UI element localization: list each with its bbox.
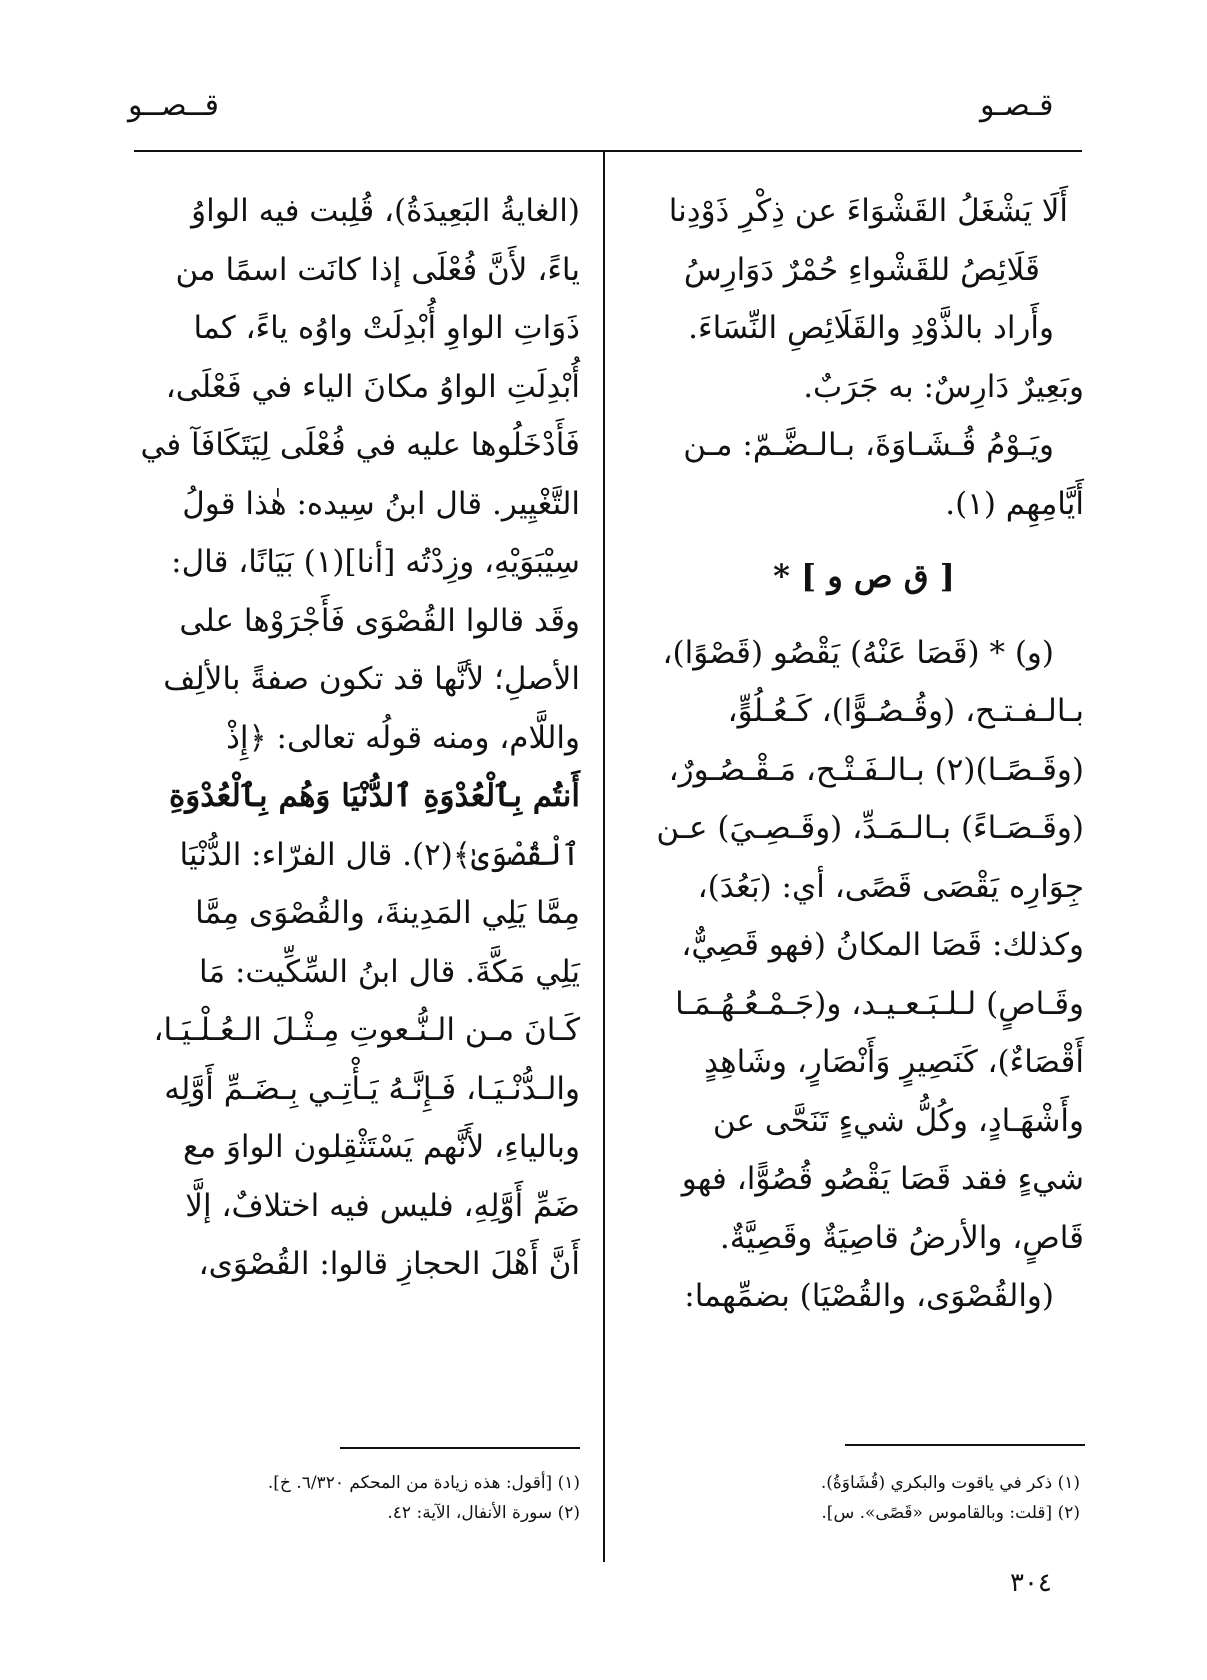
text-line: واللَّام، ومنه قولُه تعالى: ﴿إِذْ [226,719,580,756]
text-line: بـالـفـتـح، (وقُـصُـوًّا)، كَـعُـلُوٍّ، [727,693,1084,729]
verse-line: قَلَائِصُ للقَشْواءِ حُمْرٌ دَوَارِسُ [683,251,1040,288]
root-heading: [ ق ص و ] * [773,557,955,595]
column-divider [603,152,605,1562]
text-line: ويَـوْمُ قُـشَـاوَةَ، بـالـضَّـمّ: مـن [683,427,1054,463]
text-line: وقَد قالوا القُصْوَى فَأَجْرَوْها على [179,602,580,639]
text-line: (وقَـصَـاءً) بـالـمَـدِّ، (وقَـصِـيَ) عـن [656,810,1084,846]
text-line: وبَعِيرٌ دَارِسٌ: به جَرَبٌ. [803,368,1084,405]
text-line: فَأَدْخَلُوها عليه في فُعْلَى لِيَتَكَافَآ في [140,427,580,463]
text-line: (والقُصْوَى، والقُصْيَا) بضمِّهما: [684,1278,1054,1314]
footnote-rule-right [845,1444,1085,1446]
running-header-left: قــصــو [128,88,220,123]
text-line: أَنَّ أَهْلَ الحجازِ قالوا: القُصْوَى، [198,1246,580,1282]
footnote: (١) [أقول: هذه زيادة من المحكم ٦/٣٢٠. خ]. [267,1473,580,1493]
text-line: الأصلِ؛ لأنَّها قد تكون صفةً بالألِف [163,661,580,697]
right-column [644,182,1084,1326]
text-line: (وقَـصًـا)(٢) بـالـفَـتْـح، مَـقْـصُـورٌ، [668,751,1084,788]
text-line: شيءٍ فقد قَصَا يَقْصُو قُصُوًّا، فهو [681,1161,1084,1197]
running-header-right: قـصـو [980,88,1054,123]
text-line: جِوَارِه يَقْصَى قَصًى، أي: (بَعُدَ)، [697,868,1084,905]
footnotes-right [640,1468,1080,1528]
text-line: والـدُّنْـيَـا، فَـإِنَّـهُ يَـأْتِـي بِـضَـمِّ أَوَّلِه [164,1070,580,1107]
footnote: (١) ذكر في ياقوت والبكري (قُشَاوَةُ). [820,1473,1080,1493]
text-line: كَـانَ مـن الـنُّـعوتِ مِـثْـلَ الـعُـلْـيَـا، [153,1012,580,1048]
footnote: (٢) سورة الأنفال، الآية: ٤٢. [387,1503,580,1523]
text-line: (الغايةُ البَعِيدَةُ)، قُلِبت فيه الواوُ [191,193,580,229]
header-rule [134,150,1082,152]
quran-verse-line: ٱلْقُصْوَىٰ﴾(٢). قال الفرّاء: الدُّنْيَا [179,836,580,873]
text-line: (و) * (قَصَا عَنْهُ) يَقْصُو (قَصْوًا)، [662,634,1054,671]
text-line: وأَراد بالذَّوْدِ والقَلَائِصِ النِّسَاءَ. [688,310,1054,346]
footnote: (٢) [قلت: وبالقاموس «قَصًى». س]. [821,1503,1080,1523]
text-line: ياءً، لأَنَّ فُعْلَى إذا كانَت اسمًا من [175,251,580,288]
text-line: ضَمِّ أَوَّلِهِ، فليس فيه اختلافٌ، إلَّا [185,1187,580,1224]
text-line: وأَشْهَـادٍ، وكُلُّ شيءٍ تَنَحَّى عن [712,1102,1084,1139]
footnote-rule-left [340,1447,580,1449]
text-line: مِمَّا يَلِي المَدِينةَ، والقُصْوَى مِمَّا [195,895,580,931]
text-line: قَاصٍ، والأرضُ قاصِيَةٌ وقَصِيَّةٌ. [719,1219,1084,1256]
page-number: ٣٠٤ [1010,1568,1052,1598]
text-line: ذَوَاتِ الواوِ أُبْدِلَتْ واوُه ياءً، كما [193,310,580,346]
text-line: وكذلك: قَصَا المكانُ (فهو قَصِيٌّ، [681,927,1084,963]
footnotes-left [134,1468,580,1528]
left-column [134,182,580,1294]
text-line: سِيْبَوَيْهِ، وزِدْتُه [أنا](١) بَيَانًا، قال: [171,544,580,580]
text-line: وبالياءِ، لأَنَّهم يَسْتَثْقِلون الواوَ مع [183,1129,580,1165]
text-line: أَيَّامِهِم (١). [945,485,1084,522]
text-line: وقَـاصٍ) لـلـبَـعـيـد، و(جَـمْـعُـهُـمَـا [675,985,1084,1022]
text-line: أَقْصَاءٌ)، كَنَصِيرٍ وَأَنْصَارٍ، وشَاهِدٍ [704,1044,1084,1080]
verse-line: أَلَا يَشْغَلُ القَشْوَاءَ عن ذِكْرِ ذَوْدِنا [668,193,1068,229]
quran-verse-line: أَنتُم بِٱلْعُدْوَةِ ٱلدُّنْيَا وَهُم بِٱلْعُدْوَةِ [168,778,580,814]
text-line: التَّغْيِير. قال ابنُ سِيده: هٰذا قولُ [182,485,580,522]
text-line: يَلِي مَكَّةَ. قال ابنُ السِّكِّيت: مَا [199,953,580,990]
text-line: أُبْدِلَتِ الواوُ مكانَ الياء في فَعْلَى، [165,368,580,405]
